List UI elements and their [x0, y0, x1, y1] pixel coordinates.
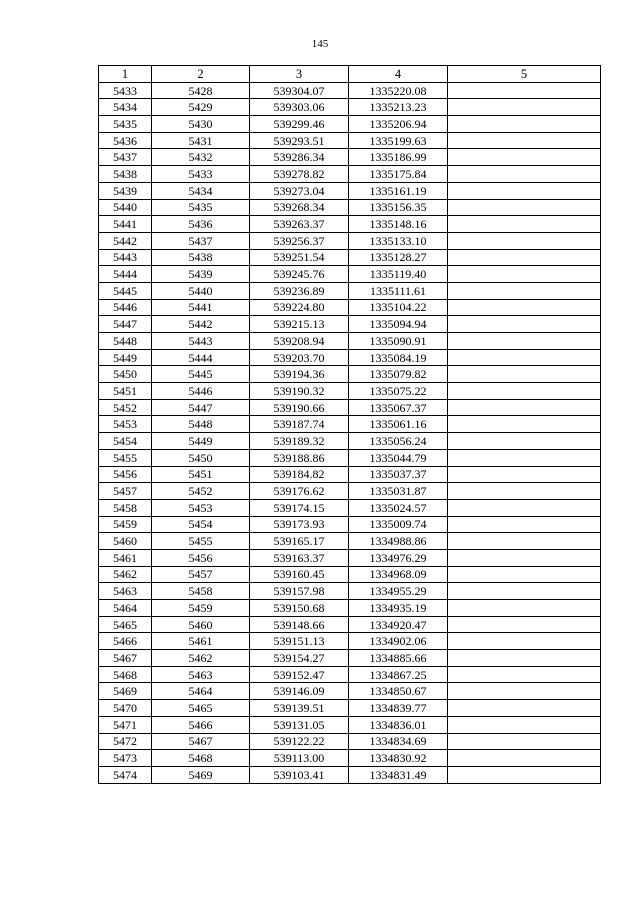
table-cell: 1335037.37	[349, 466, 448, 483]
table-cell: 5455	[99, 449, 152, 466]
table-cell: 539203.70	[250, 349, 349, 366]
table-row	[99, 650, 601, 667]
table-cell: 539152.47	[250, 666, 349, 683]
table-cell: 5473	[99, 750, 152, 767]
table-cell: 539256.37	[250, 232, 349, 249]
table-cell: 1335104.22	[349, 299, 448, 316]
table-cell: 5438	[152, 249, 250, 266]
table-row	[99, 282, 601, 299]
table-cell: 1334935.19	[349, 600, 448, 617]
table-cell: 5468	[99, 666, 152, 683]
table-cell: 5469	[99, 683, 152, 700]
table-cell: 5436	[152, 216, 250, 233]
table-row	[99, 549, 601, 566]
table-row	[99, 182, 601, 199]
table-cell: 539151.13	[250, 633, 349, 650]
table-row	[99, 600, 601, 617]
table-cell: 5446	[99, 299, 152, 316]
table-cell: 539190.32	[250, 383, 349, 400]
table-cell: 539208.94	[250, 333, 349, 350]
table-cell: 539299.46	[250, 116, 349, 133]
table-row	[99, 116, 601, 133]
table-cell: 539304.07	[250, 82, 349, 99]
table-cell: 5444	[99, 266, 152, 283]
table-cell: 5462	[152, 650, 250, 667]
table-cell: 539146.09	[250, 683, 349, 700]
table-cell	[448, 733, 601, 750]
table-cell: 5432	[152, 149, 250, 166]
table-cell	[448, 182, 601, 199]
table-row	[99, 733, 601, 750]
table-cell: 5434	[152, 182, 250, 199]
table-cell: 539165.17	[250, 533, 349, 550]
table-cell: 5471	[99, 716, 152, 733]
table-row	[99, 199, 601, 216]
table-header-row	[99, 66, 601, 83]
table-cell: 5451	[99, 383, 152, 400]
table-body	[99, 82, 601, 783]
table-cell: 1335206.94	[349, 116, 448, 133]
table-cell: 5430	[152, 116, 250, 133]
table-cell: 5439	[152, 266, 250, 283]
table-cell	[448, 750, 601, 767]
table-cell: 1335156.35	[349, 199, 448, 216]
table-cell: 5435	[99, 116, 152, 133]
table-cell	[448, 266, 601, 283]
table-cell: 5461	[152, 633, 250, 650]
table-row	[99, 399, 601, 416]
table-cell: 5463	[152, 666, 250, 683]
table-cell: 539215.13	[250, 316, 349, 333]
table-cell: 539194.36	[250, 366, 349, 383]
table-cell	[448, 399, 601, 416]
table-cell: 5454	[99, 433, 152, 450]
table-cell: 1335075.22	[349, 383, 448, 400]
table-cell: 1335133.10	[349, 232, 448, 249]
table-cell: 5465	[152, 700, 250, 717]
table-cell: 539113.00	[250, 750, 349, 767]
table-row	[99, 82, 601, 99]
table-cell: 5455	[152, 533, 250, 550]
table-cell: 539286.34	[250, 149, 349, 166]
table-cell: 1334976.29	[349, 549, 448, 566]
table-row	[99, 316, 601, 333]
table-cell: 1335044.79	[349, 449, 448, 466]
table-cell: 5462	[99, 566, 152, 583]
table-cell	[448, 650, 601, 667]
table-row	[99, 349, 601, 366]
table-cell	[448, 433, 601, 450]
table-cell: 1334836.01	[349, 716, 448, 733]
table-cell: 5434	[99, 99, 152, 116]
table-cell: 5443	[99, 249, 152, 266]
table-cell: 1335199.63	[349, 132, 448, 149]
table-cell	[448, 232, 601, 249]
table-cell: 539190.66	[250, 399, 349, 416]
table-row	[99, 166, 601, 183]
table-cell: 5467	[99, 650, 152, 667]
table-cell: 5454	[152, 516, 250, 533]
table-cell: 5433	[99, 82, 152, 99]
table-cell	[448, 449, 601, 466]
table-cell: 539148.66	[250, 616, 349, 633]
table-cell: 5456	[99, 466, 152, 483]
table-cell: 1335009.74	[349, 516, 448, 533]
table-cell: 539139.51	[250, 700, 349, 717]
table-cell: 5438	[99, 166, 152, 183]
table-cell: 539278.82	[250, 166, 349, 183]
table-cell	[448, 166, 601, 183]
table-cell: 539273.04	[250, 182, 349, 199]
table-cell: 5451	[152, 466, 250, 483]
table-cell: 1335067.37	[349, 399, 448, 416]
table-cell: 5453	[99, 416, 152, 433]
table-cell: 539184.82	[250, 466, 349, 483]
table-row	[99, 232, 601, 249]
table-cell	[448, 666, 601, 683]
table-cell: 5441	[152, 299, 250, 316]
table-cell	[448, 216, 601, 233]
table-cell: 5468	[152, 750, 250, 767]
table-cell: 1335056.24	[349, 433, 448, 450]
table-cell: 539268.34	[250, 199, 349, 216]
table-cell	[448, 349, 601, 366]
table-cell: 1334830.92	[349, 750, 448, 767]
table-cell	[448, 199, 601, 216]
table-cell: 5449	[152, 433, 250, 450]
table-row	[99, 616, 601, 633]
table-row	[99, 266, 601, 283]
coordinates-table	[98, 65, 601, 784]
table-cell: 5453	[152, 499, 250, 516]
table-cell: 1335175.84	[349, 166, 448, 183]
table-cell: 5436	[99, 132, 152, 149]
table-cell	[448, 416, 601, 433]
table-cell: 5464	[99, 600, 152, 617]
table-cell: 5435	[152, 199, 250, 216]
table-row	[99, 583, 601, 600]
table-cell: 1335084.19	[349, 349, 448, 366]
table-row	[99, 249, 601, 266]
table-cell: 539303.06	[250, 99, 349, 116]
table-cell: 5439	[99, 182, 152, 199]
table-cell	[448, 600, 601, 617]
table-cell: 5464	[152, 683, 250, 700]
table-cell: 5450	[99, 366, 152, 383]
table-cell: 1335220.08	[349, 82, 448, 99]
table-cell	[448, 516, 601, 533]
table-cell: 539245.76	[250, 266, 349, 283]
table-cell: 5443	[152, 333, 250, 350]
table-cell: 1335161.19	[349, 182, 448, 199]
table-cell: 5469	[152, 766, 250, 783]
table-cell: 5449	[99, 349, 152, 366]
table-cell: 539103.41	[250, 766, 349, 783]
table-cell: 539236.89	[250, 282, 349, 299]
table-cell: 5445	[152, 366, 250, 383]
table-cell: 539173.93	[250, 516, 349, 533]
table-cell: 5465	[99, 616, 152, 633]
table-cell: 1335186.99	[349, 149, 448, 166]
table-cell: 539154.27	[250, 650, 349, 667]
table-cell: 5456	[152, 549, 250, 566]
table-cell: 539150.68	[250, 600, 349, 617]
table-row	[99, 149, 601, 166]
table-cell: 1335079.82	[349, 366, 448, 383]
column-header: 3	[250, 66, 349, 83]
table-row	[99, 333, 601, 350]
column-header: 1	[99, 66, 152, 83]
table-cell	[448, 316, 601, 333]
table-cell: 1334988.86	[349, 533, 448, 550]
table-row	[99, 700, 601, 717]
table-cell: 5450	[152, 449, 250, 466]
table-cell: 1334955.29	[349, 583, 448, 600]
table-cell: 5440	[152, 282, 250, 299]
table-cell: 5466	[99, 633, 152, 650]
table-row	[99, 366, 601, 383]
table-cell: 1334839.77	[349, 700, 448, 717]
table-cell	[448, 683, 601, 700]
table-cell	[448, 766, 601, 783]
table-cell: 5452	[99, 399, 152, 416]
table-cell: 539131.05	[250, 716, 349, 733]
table-cell: 5460	[99, 533, 152, 550]
table-row	[99, 433, 601, 450]
table-cell: 1335024.57	[349, 499, 448, 516]
table-cell: 5460	[152, 616, 250, 633]
table-cell	[448, 483, 601, 500]
table-row	[99, 716, 601, 733]
table-cell: 1334968.09	[349, 566, 448, 583]
table-cell	[448, 616, 601, 633]
table-cell: 1335213.23	[349, 99, 448, 116]
table-row	[99, 633, 601, 650]
table-row	[99, 416, 601, 433]
table-cell: 1334834.69	[349, 733, 448, 750]
table-cell: 1335031.87	[349, 483, 448, 500]
page-number: 145	[311, 38, 329, 50]
table-row	[99, 766, 601, 783]
table-cell: 5457	[152, 566, 250, 583]
table-cell	[448, 149, 601, 166]
table-cell	[448, 499, 601, 516]
table-cell: 1334902.06	[349, 633, 448, 650]
table-cell: 5458	[99, 499, 152, 516]
table-cell: 5446	[152, 383, 250, 400]
table-cell: 539251.54	[250, 249, 349, 266]
table-cell: 1335119.40	[349, 266, 448, 283]
table-row	[99, 216, 601, 233]
table-cell: 5452	[152, 483, 250, 500]
table-cell: 1335111.61	[349, 282, 448, 299]
table-cell: 1335128.27	[349, 249, 448, 266]
table-cell: 5448	[99, 333, 152, 350]
table-cell: 5448	[152, 416, 250, 433]
table-cell: 5437	[152, 232, 250, 249]
table-cell: 539189.32	[250, 433, 349, 450]
table-cell	[448, 366, 601, 383]
table-cell: 5428	[152, 82, 250, 99]
table-cell	[448, 466, 601, 483]
table-row	[99, 516, 601, 533]
table-cell: 5458	[152, 583, 250, 600]
table-cell: 539157.98	[250, 583, 349, 600]
table-cell: 539224.80	[250, 299, 349, 316]
table-cell: 539163.37	[250, 549, 349, 566]
table-cell: 5466	[152, 716, 250, 733]
table-cell	[448, 549, 601, 566]
table-cell: 539293.51	[250, 132, 349, 149]
table-row	[99, 299, 601, 316]
table-cell: 539122.22	[250, 733, 349, 750]
table-row	[99, 99, 601, 116]
table-row	[99, 683, 601, 700]
table-cell: 1335094.94	[349, 316, 448, 333]
column-header: 5	[448, 66, 601, 83]
table-row	[99, 566, 601, 583]
table-cell	[448, 116, 601, 133]
table-cell	[448, 566, 601, 583]
table-cell	[448, 583, 601, 600]
table-cell: 5440	[99, 199, 152, 216]
table-cell	[448, 132, 601, 149]
table-cell: 5442	[152, 316, 250, 333]
table-cell	[448, 700, 601, 717]
table-cell: 1334850.67	[349, 683, 448, 700]
table-cell: 5441	[99, 216, 152, 233]
table-cell: 1335061.16	[349, 416, 448, 433]
table-cell: 5433	[152, 166, 250, 183]
table-cell: 539188.86	[250, 449, 349, 466]
table-cell	[448, 333, 601, 350]
table-cell: 5470	[99, 700, 152, 717]
table-cell	[448, 716, 601, 733]
table-cell: 1335148.16	[349, 216, 448, 233]
table-cell: 539187.74	[250, 416, 349, 433]
table-cell: 1334885.66	[349, 650, 448, 667]
table-cell	[448, 99, 601, 116]
table-cell: 5431	[152, 132, 250, 149]
table-row	[99, 533, 601, 550]
table-cell: 5442	[99, 232, 152, 249]
column-header: 4	[349, 66, 448, 83]
table-cell: 5463	[99, 583, 152, 600]
table-cell: 539174.15	[250, 499, 349, 516]
table-row	[99, 666, 601, 683]
table-cell	[448, 383, 601, 400]
table-cell: 5472	[99, 733, 152, 750]
table-cell: 5459	[152, 600, 250, 617]
table-cell	[448, 249, 601, 266]
table-cell	[448, 299, 601, 316]
table-row	[99, 132, 601, 149]
table-cell	[448, 82, 601, 99]
table-cell: 5474	[99, 766, 152, 783]
table-row	[99, 483, 601, 500]
table-cell: 539263.37	[250, 216, 349, 233]
table-cell: 1334920.47	[349, 616, 448, 633]
table-cell: 5445	[99, 282, 152, 299]
table-cell: 5447	[152, 399, 250, 416]
table-row	[99, 449, 601, 466]
table-cell	[448, 282, 601, 299]
table-row	[99, 750, 601, 767]
table-cell: 5437	[99, 149, 152, 166]
table-cell: 5467	[152, 733, 250, 750]
table-cell	[448, 533, 601, 550]
table-cell: 1334867.25	[349, 666, 448, 683]
table-cell: 5459	[99, 516, 152, 533]
table-cell: 1334831.49	[349, 766, 448, 783]
table-cell: 1335090.91	[349, 333, 448, 350]
table-cell: 5444	[152, 349, 250, 366]
table-row	[99, 383, 601, 400]
table-cell	[448, 633, 601, 650]
table-row	[99, 466, 601, 483]
table-row	[99, 499, 601, 516]
table-cell: 5457	[99, 483, 152, 500]
table-cell: 539160.45	[250, 566, 349, 583]
table-cell: 539176.62	[250, 483, 349, 500]
table-cell: 5461	[99, 549, 152, 566]
column-header: 2	[152, 66, 250, 83]
table-cell: 5429	[152, 99, 250, 116]
table-cell: 5447	[99, 316, 152, 333]
